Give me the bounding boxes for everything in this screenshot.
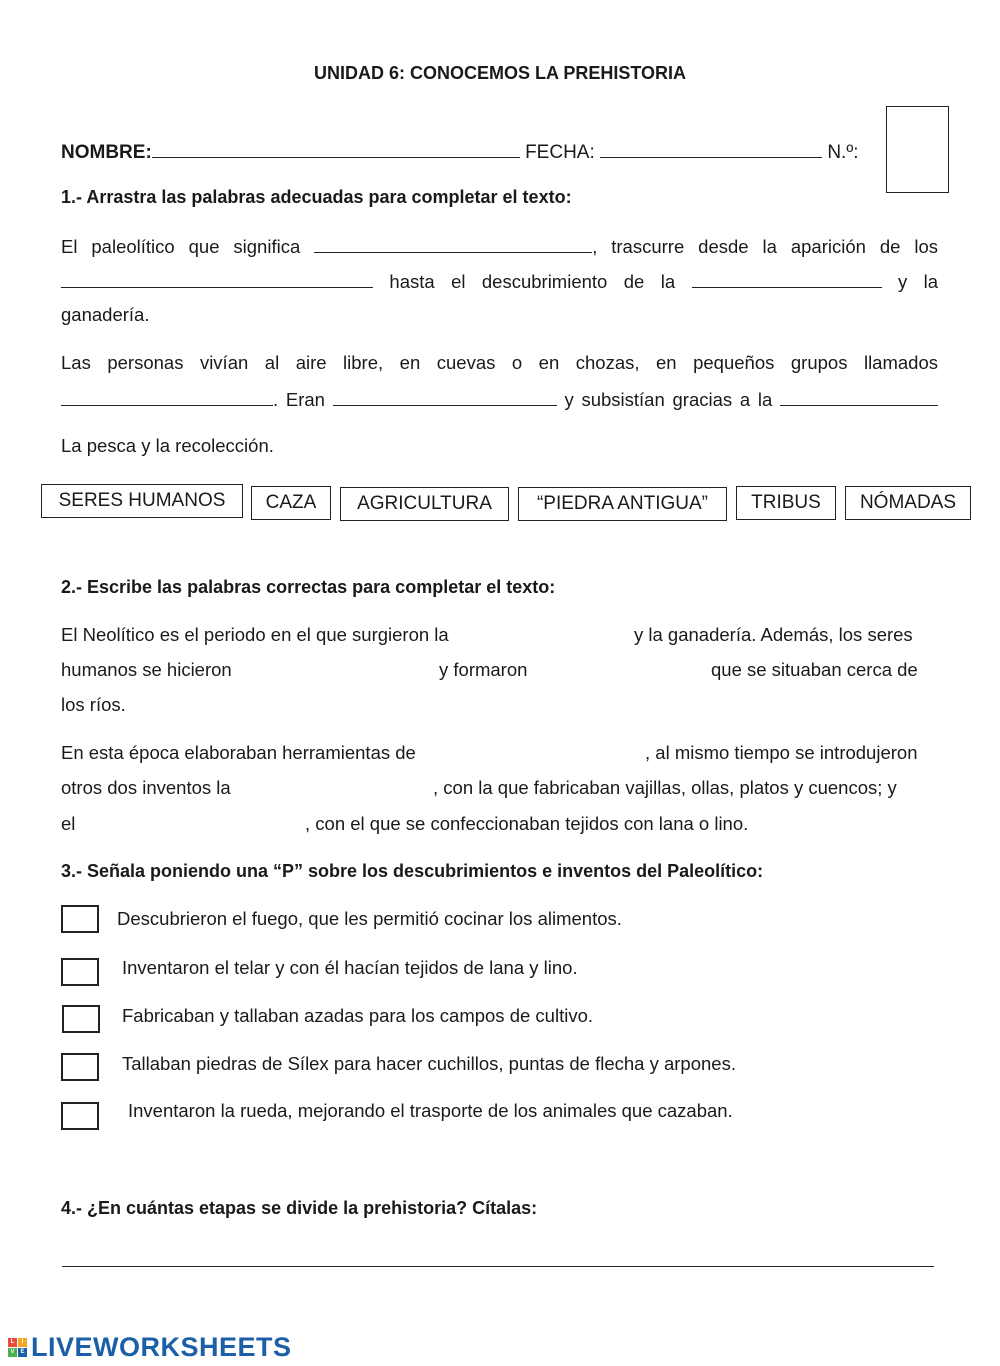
s1-p3: La pesca y la recolección. bbox=[61, 435, 274, 456]
s1-p1-line1 bbox=[61, 234, 938, 258]
list-item: Inventaron la rueda, mejorando el trasporte de los animales que cazaban. bbox=[128, 1100, 733, 1121]
word-caza[interactable]: CAZA bbox=[251, 486, 331, 520]
drop-target-grupos[interactable] bbox=[61, 387, 273, 406]
numero-box[interactable] bbox=[886, 106, 949, 193]
drop-target-subsistian[interactable] bbox=[780, 387, 938, 406]
input-piedra-pulida[interactable] bbox=[452, 740, 638, 760]
s1-p2-line2 bbox=[61, 387, 938, 411]
checkbox-item-5[interactable] bbox=[61, 1102, 99, 1130]
s1-p2-line1: Las personas vivían al aire libre, en cuevas o en chozas, en pequeños grupos llamados bbox=[61, 352, 938, 373]
logo-mark-letter: I bbox=[18, 1338, 27, 1347]
s2-text: En esta época elaboraban herramientas de bbox=[61, 742, 416, 763]
drop-target-eran[interactable] bbox=[333, 387, 557, 406]
section4-heading: 4.- ¿En cuántas etapas se divide la prehistoria? Cítalas: bbox=[61, 1198, 538, 1218]
list-item: Descubrieron el fuego, que les permitió cocinar los alimentos. bbox=[117, 908, 622, 929]
fecha-label: FECHA: bbox=[525, 142, 595, 163]
logo-text: LIVEWORKSHEETS bbox=[31, 1332, 292, 1362]
s2-text: , al mismo tiempo se introdujeron bbox=[645, 742, 918, 763]
logo-mark-letter: V bbox=[8, 1348, 17, 1357]
nombre-field[interactable] bbox=[152, 139, 520, 158]
input-agricultura[interactable] bbox=[488, 622, 628, 642]
input-sedentarios[interactable] bbox=[252, 657, 432, 677]
word-nomadas[interactable]: NÓMADAS bbox=[845, 486, 971, 520]
header-row bbox=[61, 139, 859, 164]
checkbox-item-1[interactable] bbox=[61, 905, 99, 933]
s2-text: , con la que fabricaban vajillas, ollas, platos y cuencos; y bbox=[433, 777, 897, 798]
s2-text: y formaron bbox=[439, 659, 528, 680]
s1-p1-line2 bbox=[61, 269, 938, 293]
word-seres-humanos[interactable]: SERES HUMANOS bbox=[41, 484, 243, 518]
input-telar[interactable] bbox=[82, 811, 300, 831]
s2-text: humanos se hicieron bbox=[61, 659, 232, 680]
s2-text: que se situaban cerca de bbox=[711, 659, 918, 680]
list-item: Tallaban piedras de Sílex para hacer cuchillos, puntas de flecha y arpones. bbox=[122, 1053, 736, 1074]
s2-text: otros dos inventos la bbox=[61, 777, 231, 798]
section3-heading: 3.- Señala poniendo una “P” sobre los descubrimientos e inventos del Paleolítico: bbox=[61, 861, 764, 881]
s2-text: y la ganadería. Además, los seres bbox=[634, 624, 913, 645]
input-ceramica[interactable] bbox=[252, 775, 428, 795]
numero-label: N.º: bbox=[827, 142, 859, 163]
s2-text: El Neolítico es el periodo en el que surgieron la bbox=[61, 624, 449, 645]
drop-target-aparicion[interactable] bbox=[61, 269, 373, 288]
s2-text: , con el que se confeccionaban tejidos con lana o lino. bbox=[305, 813, 749, 834]
s1-text: hasta el descubrimiento de la bbox=[389, 271, 676, 292]
checkbox-item-3[interactable] bbox=[62, 1005, 100, 1033]
logo-mark-letter: L bbox=[8, 1338, 17, 1347]
s2-text: el bbox=[61, 813, 76, 834]
s1-p1-line3: ganadería. bbox=[61, 304, 150, 325]
checkbox-item-2[interactable] bbox=[61, 958, 99, 986]
s2-text: los ríos. bbox=[61, 694, 126, 715]
s1-text: . Eran bbox=[273, 389, 325, 410]
fecha-field[interactable] bbox=[600, 139, 822, 158]
s1-text: y la bbox=[897, 271, 938, 292]
word-piedra-antigua[interactable]: “PIEDRA ANTIGUA” bbox=[518, 487, 727, 521]
s1-text: , trascurre desde la aparición de los bbox=[592, 236, 938, 257]
word-tribus[interactable]: TRIBUS bbox=[736, 486, 836, 520]
liveworksheets-logo bbox=[8, 1332, 292, 1363]
word-agricultura[interactable]: AGRICULTURA bbox=[340, 487, 509, 521]
page-title: UNIDAD 6: CONOCEMOS LA PREHISTORIA bbox=[313, 63, 687, 83]
list-item: Inventaron el telar y con él hacían tejidos de lana y lino. bbox=[122, 957, 578, 978]
logo-mark-letter: E bbox=[18, 1348, 27, 1357]
section1-heading: 1.- Arrastra las palabras adecuadas para completar el texto: bbox=[61, 187, 572, 207]
s1-text: El paleolítico que significa bbox=[61, 236, 301, 257]
section2-heading: 2.- Escribe las palabras correctas para completar el texto: bbox=[61, 577, 556, 597]
drop-target-significado[interactable] bbox=[314, 234, 592, 253]
drop-target-descubrimiento[interactable] bbox=[692, 269, 882, 288]
s1-text: y subsistían gracias a la bbox=[564, 389, 773, 410]
answer-line[interactable] bbox=[62, 1266, 934, 1267]
checkbox-item-4[interactable] bbox=[61, 1053, 99, 1081]
nombre-label: NOMBRE: bbox=[61, 142, 152, 163]
list-item: Fabricaban y tallaban azadas para los campos de cultivo. bbox=[122, 1005, 593, 1026]
input-poblados[interactable] bbox=[542, 657, 702, 677]
logo-mark-icon bbox=[8, 1338, 27, 1357]
